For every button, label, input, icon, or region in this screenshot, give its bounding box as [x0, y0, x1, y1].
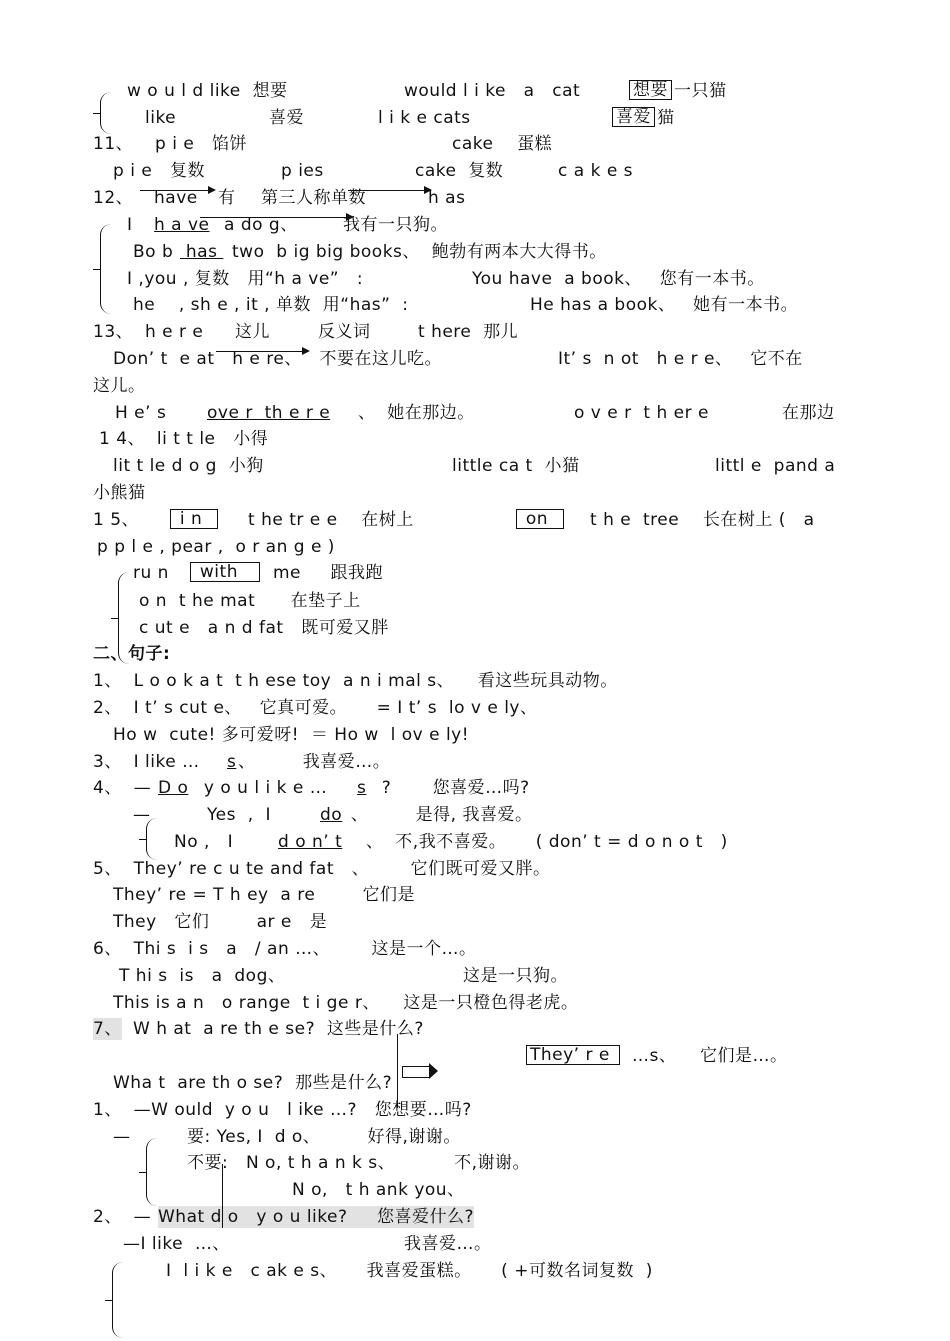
text-line [0, 992, 950, 1014]
boxed-text: on [516, 509, 564, 529]
text-segment: 6、 Thi s i s a / an …、 这是一个…。 [93, 939, 477, 959]
text-segment: h a ve [154, 215, 210, 235]
text-segment: 在那边 [782, 403, 835, 423]
text-line [0, 617, 950, 639]
text-segment: c a k e s [558, 161, 634, 181]
text-line [0, 375, 950, 397]
text-line [0, 509, 950, 531]
text-segment: t here 那儿 [418, 322, 519, 342]
text-segment: No , I [174, 832, 234, 852]
text-segment: 12、 [93, 188, 134, 208]
text-segment: o v e r t h er e [574, 403, 709, 423]
text-segment: 喜爱 [269, 108, 304, 128]
double-arrow-icon [402, 1066, 429, 1078]
text-segment: I ,you , 复数 用“h a ve” : [127, 269, 364, 289]
text-segment: Ho w cute! 多可爱呀! ＝ Ho w l ov e ly! [113, 725, 470, 745]
text-line [0, 858, 950, 880]
text-segment: — [133, 805, 151, 825]
text-line [0, 536, 950, 558]
text-segment: 1 5、 [93, 510, 140, 530]
text-line [0, 241, 950, 263]
connector-line [397, 1034, 398, 1108]
text-segment: cake 蛋糕 [452, 134, 553, 154]
text-segment: p i e 馅饼 [155, 134, 247, 154]
text-segment: 我喜爱…。 [404, 1234, 492, 1254]
text-line [0, 804, 950, 826]
boxed-text: with [190, 562, 260, 582]
text-segment: little ca t 小猫 [452, 456, 580, 476]
brace-run-with-me [118, 572, 129, 664]
text-line [0, 107, 950, 129]
arrow-here-there [216, 351, 308, 352]
text-line [0, 884, 950, 906]
brace-would-like [100, 92, 111, 134]
text-line [0, 214, 950, 236]
text-segment: 、 是得, 我喜爱。 [345, 805, 533, 825]
text-segment: p i e 复数 [113, 161, 205, 181]
text-segment: d o n’ t [278, 832, 343, 852]
text-segment: 这儿。 [93, 376, 146, 396]
text-segment: I [127, 215, 133, 235]
text-segment: 5、 They’ re c u te and fat 、 它们既可爱又胖。 [93, 859, 551, 879]
text-segment: 2、 I t’ s cut e、 它真可爱。 = I t’ s lo v e ly、 [93, 698, 538, 718]
text-segment: l i k e cats [378, 108, 471, 128]
text-line [0, 562, 950, 584]
arrow-pie-pies [140, 190, 214, 191]
text-line [0, 1260, 950, 1282]
boxed-text: 想要 [629, 80, 672, 100]
text-line [0, 938, 950, 960]
text-segment: Bo b [133, 242, 174, 262]
text-line [0, 965, 950, 987]
brace-would-you-answers [146, 1138, 157, 1206]
text-line [0, 724, 950, 746]
text-segment: s [357, 778, 367, 798]
text-segment: 反义词 [318, 322, 371, 342]
text-segment: 不要: N o, t h a n k s、 不,谢谢。 [187, 1153, 531, 1173]
text-line [0, 1045, 950, 1067]
text-line [0, 321, 950, 343]
text-segment: 第三人称单数 [261, 188, 366, 208]
text-segment: c ut e a n d fat 既可爱又胖 [139, 618, 389, 638]
text-line [0, 268, 950, 290]
text-segment: 、 不,我不喜爱。 ( don’ t = d o n o t ) [366, 832, 728, 852]
text-segment: They 它们 ar e 是 [113, 912, 328, 932]
text-line [0, 643, 950, 665]
text-segment: has [180, 242, 224, 262]
boxed-text: They’ r e [526, 1045, 620, 1065]
text-segment: 1 4、 li t t le 小得 [99, 429, 269, 449]
text-segment: 、 我喜爱…。 [238, 752, 391, 772]
text-segment: Wha t are th o se? 那些是什么? [113, 1073, 393, 1093]
brace-what-do-you-like [112, 1262, 123, 1338]
arrow-have-has-1 [200, 217, 352, 218]
text-line [0, 455, 950, 477]
text-segment: 这儿 [235, 322, 270, 342]
text-segment: littl e pand a [715, 456, 836, 476]
connector-line-answers [222, 1164, 223, 1228]
text-segment: have [154, 188, 198, 208]
text-line [0, 777, 950, 799]
text-segment: It’ s n ot h e r e、 它不在 [558, 349, 803, 369]
text-segment: What d o y o u like? 您喜爱什么? [158, 1207, 475, 1227]
text-line [0, 1233, 950, 1255]
text-line [0, 1126, 950, 1148]
brace-have-has [100, 224, 111, 314]
text-segment: ru n [133, 563, 169, 583]
text-segment: 13、 [93, 322, 134, 342]
text-segment: t h e tree 长在树上 ( a [590, 510, 815, 530]
boxed-text: i n [170, 509, 218, 529]
text-segment: They’ re = T h ey a re 它们是 [113, 885, 416, 905]
text-segment: p p l e , pear , o r an g e ) [97, 537, 335, 557]
text-segment: lit t le d o g 小狗 [113, 456, 264, 476]
text-line [0, 1072, 950, 1094]
text-segment: 猫 [657, 108, 675, 128]
text-line [0, 1206, 950, 1228]
text-line [0, 911, 950, 933]
text-segment: a do g、 [224, 215, 298, 235]
text-line [0, 1099, 950, 1121]
text-line [0, 1179, 950, 1201]
text-segment: h e r e [145, 322, 204, 342]
text-segment: 、 她在那边。 [358, 403, 475, 423]
text-segment: W h at a re th e se? 这些是什么? [133, 1019, 424, 1039]
text-segment: You have a book、 您有一本书。 [472, 269, 765, 289]
text-line [0, 482, 950, 504]
text-line [0, 133, 950, 155]
text-segment: s [227, 752, 237, 772]
text-segment: 小熊猫 [93, 483, 146, 503]
text-segment: I l i k e c ak e s、 我喜爱蛋糕。 ( +可数名词复数 ) [166, 1261, 653, 1281]
text-line [0, 751, 950, 773]
text-line [0, 1152, 950, 1174]
text-segment: 1、 L o o k a t t h ese toy a n i mal s、 看这些玩具动物。 [93, 671, 618, 691]
text-segment: 要: Yes, I d o、 好得,谢谢。 [187, 1127, 461, 1147]
text-line [0, 1018, 950, 1040]
text-segment: T hi s is a dog、 [119, 966, 286, 986]
text-segment: would l i ke a cat [404, 81, 581, 101]
text-segment: two b ig big books、 鲍勃有两本大大得书。 [232, 242, 607, 262]
text-line [0, 428, 950, 450]
text-segment: This is a n o range t i ge r、 这是一只橙色得老虎。 [113, 993, 579, 1013]
text-line [0, 294, 950, 316]
text-segment: cake 复数 [415, 161, 504, 181]
text-segment: 我有一只狗。 [343, 215, 448, 235]
text-segment: — [113, 1127, 131, 1147]
text-line [0, 590, 950, 612]
text-segment: He has a book、 她有一本书。 [530, 295, 799, 315]
text-segment: N o, t h ank you、 [292, 1180, 465, 1200]
text-line [0, 80, 950, 102]
text-segment: 11、 [93, 134, 134, 154]
text-segment: …s、 它们是…。 [632, 1046, 788, 1066]
text-segment: like [145, 108, 177, 128]
text-segment: 有 [218, 188, 236, 208]
arrow-have-has-2 [348, 190, 430, 191]
text-segment: 1、 —W ould y o u l ike …? 您想要…吗? [93, 1100, 472, 1120]
text-segment: t he tr e e 在树上 [248, 510, 414, 530]
text-segment: he , sh e , it , 单数 用“has” : [133, 295, 409, 315]
text-segment: 这是一只狗。 [463, 966, 568, 986]
text-segment: p ies [281, 161, 324, 181]
text-segment: w o u l d like 想要 [127, 81, 288, 101]
brace-yes-no [146, 818, 157, 860]
text-segment: Don’ t e at h e re、 不要在这儿吃。 [113, 349, 443, 369]
text-segment: 4、 — [93, 778, 152, 798]
text-segment: 二、句子: [93, 644, 171, 664]
text-segment: h as [428, 188, 466, 208]
text-segment: do [320, 805, 343, 825]
text-line [0, 402, 950, 424]
text-segment: ? 您喜爱…吗? [370, 778, 530, 798]
text-segment: D o [158, 778, 189, 798]
text-line [0, 697, 950, 719]
text-segment: 3、 I like … [93, 752, 200, 772]
text-line [0, 348, 950, 370]
text-line [0, 831, 950, 853]
text-segment: 2、 — [93, 1207, 152, 1227]
text-segment: y o u l i k e … [198, 778, 328, 798]
text-segment: ove r th e r e [207, 403, 331, 423]
boxed-text: 喜爱 [612, 107, 655, 127]
text-segment: H e’ s [115, 403, 167, 423]
text-segment: me 跟我跑 [273, 563, 384, 583]
text-segment: 7、 [93, 1019, 122, 1039]
text-segment: Yes , I [207, 805, 271, 825]
text-line [0, 670, 950, 692]
text-segment: —I like …、 [123, 1234, 230, 1254]
text-line [0, 160, 950, 182]
text-segment: o n t he mat 在垫子上 [139, 591, 361, 611]
text-segment: 一只猫 [674, 81, 727, 101]
